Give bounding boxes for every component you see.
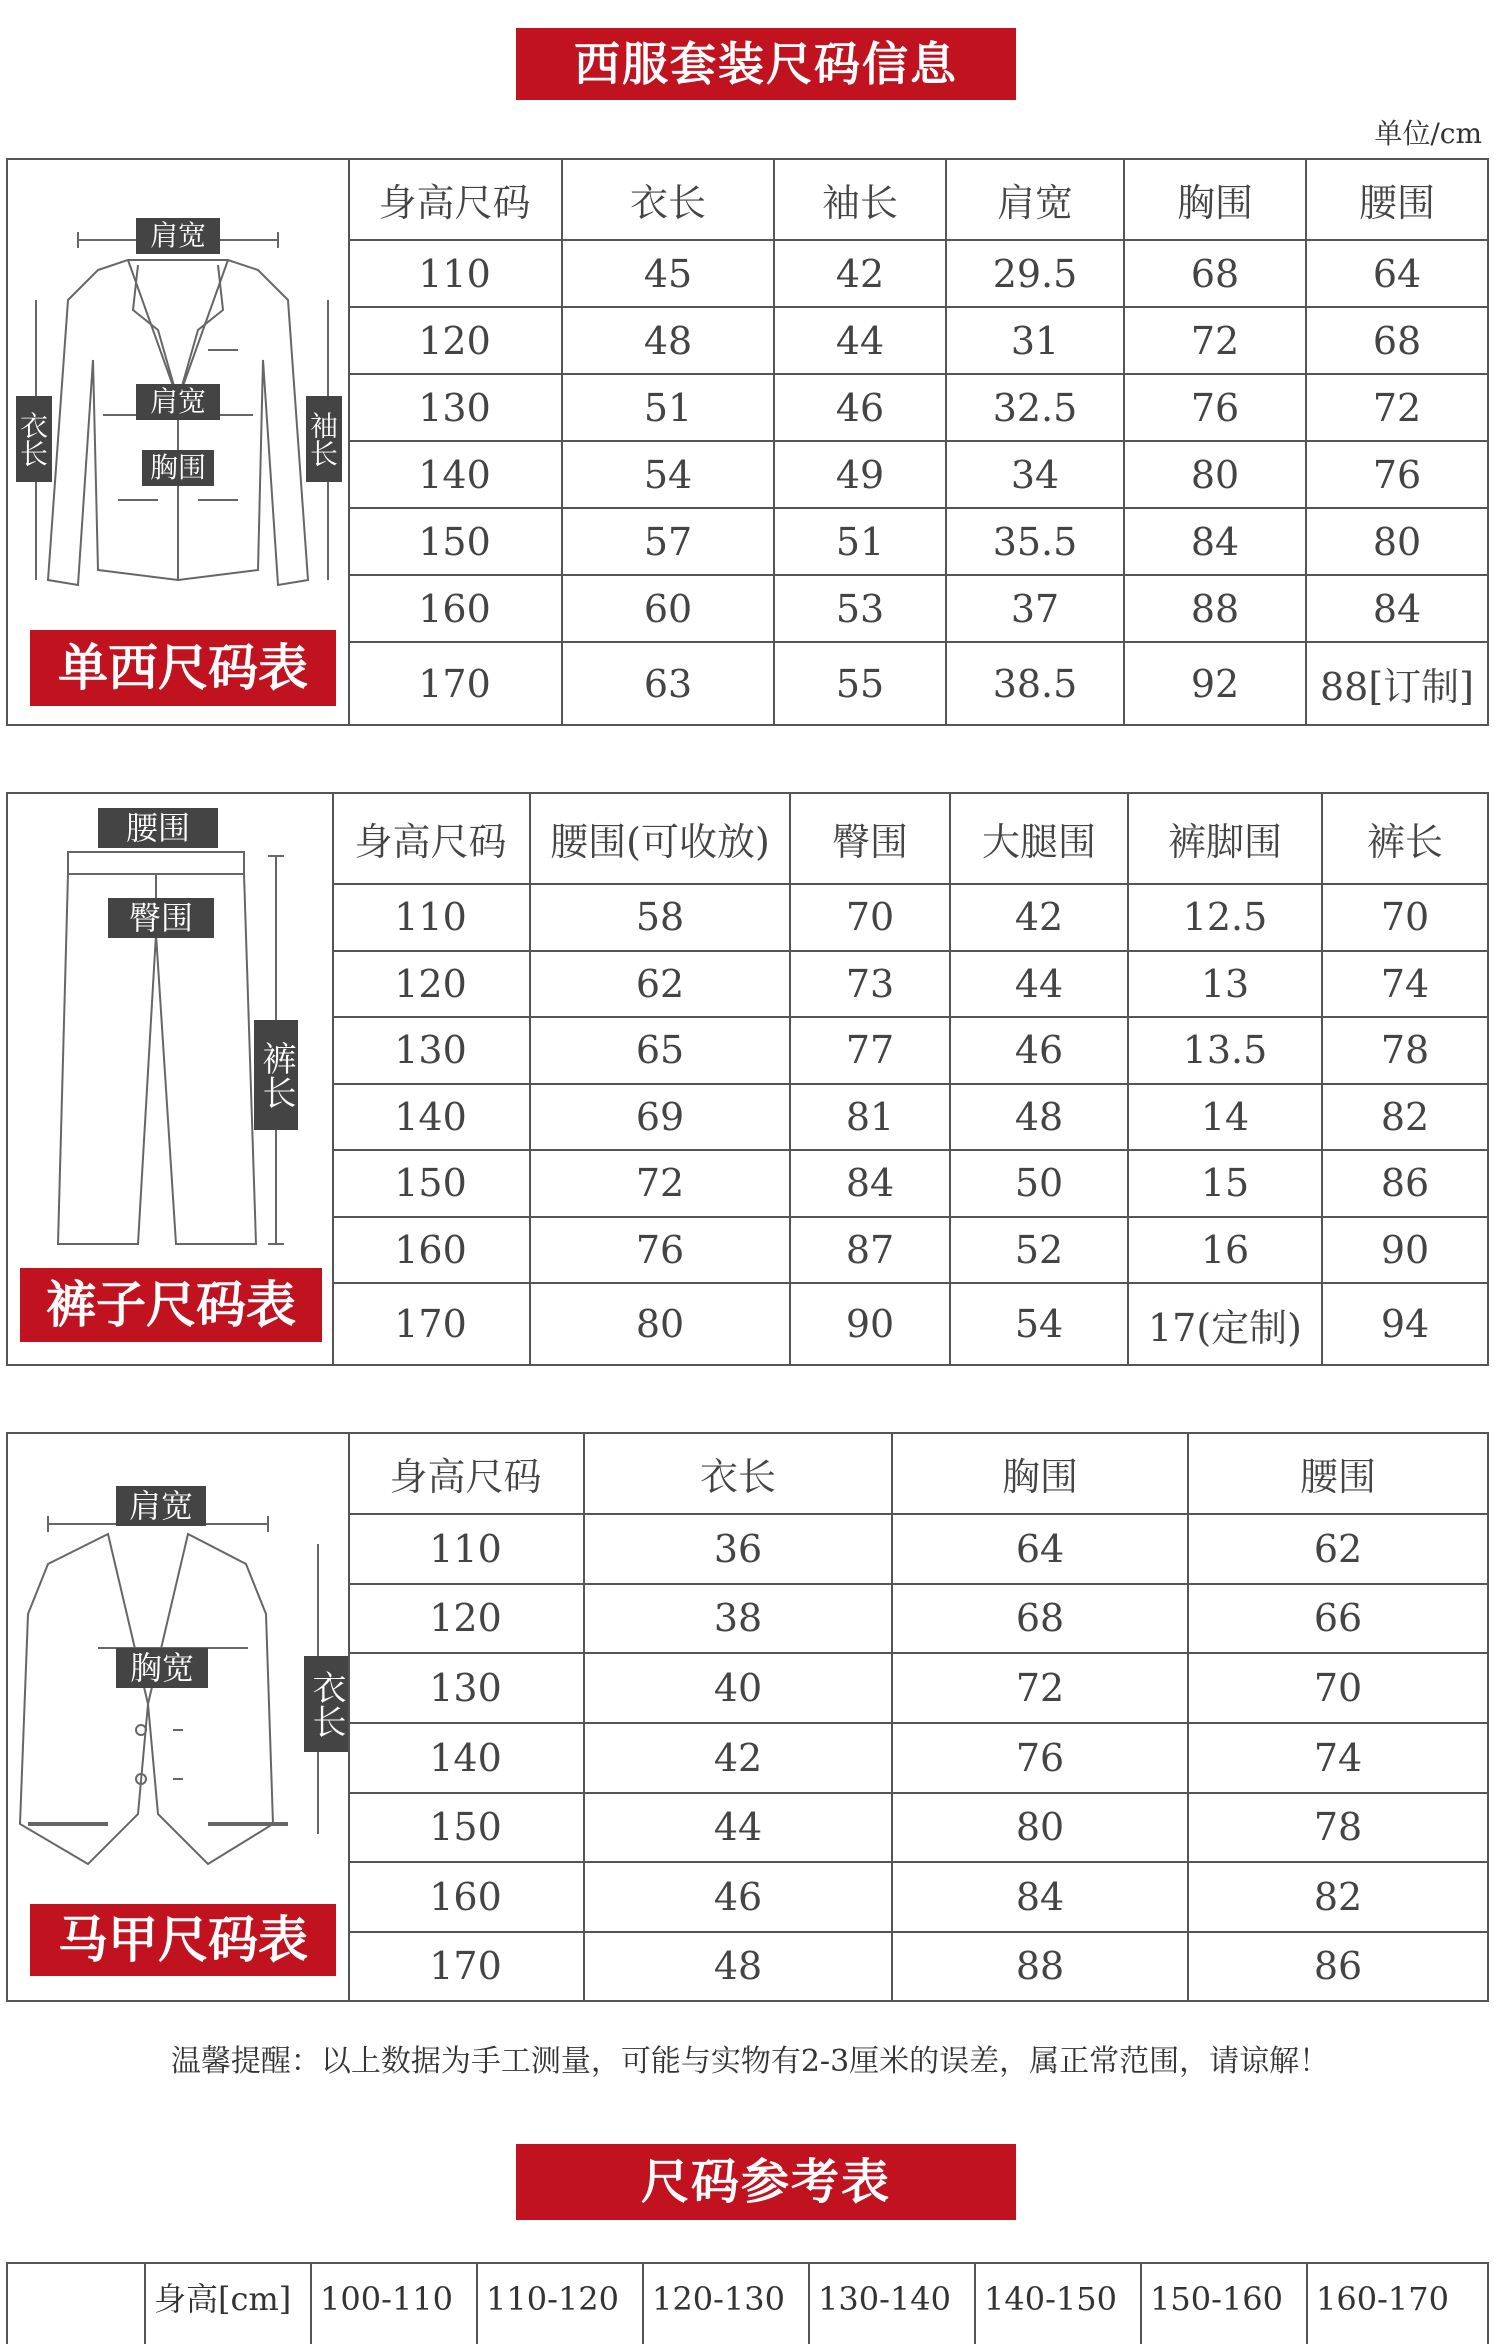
cell: 90 [1322,1217,1487,1284]
cell: 140 [348,1723,584,1793]
header-cell: 身高尺码 [348,160,562,240]
tag-sleeve: 袖长 [306,396,342,482]
cell: 120 [348,1584,584,1654]
cell: 68 [1306,307,1487,374]
header-cell: 腰围 [1306,160,1487,240]
cell: 76 [1306,441,1487,508]
table-row [348,307,1487,374]
suit-size-table [348,160,1487,724]
cell: 86 [1322,1150,1487,1217]
cell: 84 [790,1150,950,1217]
cell: 120 [332,951,530,1018]
table-row [348,1584,1487,1654]
cell: 82 [1322,1084,1487,1151]
table-row [332,1150,1487,1217]
cell: 160 [348,1862,584,1932]
pants-size-section [6,792,1489,1366]
cell: 48 [584,1932,892,2000]
cell: 16 [1128,1217,1322,1284]
cell: 54 [950,1283,1128,1364]
reference-table [6,2262,1489,2344]
suit-illustration [8,160,350,724]
cell: 44 [950,951,1128,1018]
cell: 150 [348,508,562,575]
cell: 130 [332,1017,530,1084]
cell: 42 [774,240,946,307]
cell: 70 [1322,884,1487,951]
table-row [332,1283,1487,1364]
cell: 40 [584,1653,892,1723]
cell: 73 [790,951,950,1018]
cell: 44 [774,307,946,374]
cell: 160 [348,575,562,642]
table-row [348,1793,1487,1863]
table-row [348,642,1487,724]
cell: 49 [774,441,946,508]
cell: 120 [348,307,562,374]
tag-length: 衣长 [304,1656,348,1752]
reference-title: 尺码参考表 [516,2144,1016,2220]
header-cell: 胸围 [1124,160,1306,240]
cell: 110 [332,884,530,951]
cell: 74 [1188,1723,1487,1793]
table-row [332,951,1487,1018]
tag-shoulder-2: 肩宽 [136,384,220,420]
tag-length: 衣长 [16,396,52,482]
cell: 88 [1124,575,1306,642]
table-row [348,1932,1487,2000]
cell: 15 [1128,1150,1322,1217]
cell: 140 [348,441,562,508]
cell: 48 [562,307,774,374]
cell: 48 [950,1084,1128,1151]
cell: 90 [790,1283,950,1364]
cell: 62 [1188,1514,1487,1584]
ref-cell [8,2264,144,2344]
table-row [332,1017,1487,1084]
cell: 68 [1124,240,1306,307]
header-cell: 腰围(可收放) [530,794,790,884]
ref-cell: 130-140 [808,2264,974,2344]
header-cell: 肩宽 [946,160,1124,240]
header-cell: 大腿围 [950,794,1128,884]
table-row [348,1723,1487,1793]
header-cell: 裤长 [1322,794,1487,884]
table-row [348,1514,1487,1584]
cell: 68 [892,1584,1188,1654]
table-row [348,1653,1487,1723]
cell: 80 [1306,508,1487,575]
cell: 87 [790,1217,950,1284]
cell: 140 [332,1084,530,1151]
cell: 60 [562,575,774,642]
cell: 170 [332,1283,530,1364]
measurement-note: 温馨提醒：以上数据为手工测量，可能与实物有2-3厘米的误差，属正常范围，请谅解！ [170,2044,1330,2079]
cell: 170 [348,1932,584,2000]
vest-size-table [348,1434,1487,2000]
cell: 160 [332,1217,530,1284]
cell: 64 [1306,240,1487,307]
header-cell: 身高尺码 [332,794,530,884]
cell: 42 [584,1723,892,1793]
cell: 50 [950,1150,1128,1217]
cell: 76 [1124,374,1306,441]
page-title: 西服套装尺码信息 [516,28,1016,100]
cell: 92 [1124,642,1306,724]
cell: 66 [1188,1584,1487,1654]
ref-cell: 120-130 [642,2264,808,2344]
cell: 70 [1188,1653,1487,1723]
tag-trouser-length: 裤长 [254,1020,298,1130]
cell: 58 [530,884,790,951]
cell: 64 [892,1514,1188,1584]
cell: 38 [584,1584,892,1654]
cell: 51 [774,508,946,575]
cell: 88[订制] [1306,642,1487,724]
ref-cell: 110-120 [476,2264,642,2344]
cell: 31 [946,307,1124,374]
cell: 78 [1188,1793,1487,1863]
cell: 72 [1124,307,1306,374]
table-row [332,1084,1487,1151]
cell: 37 [946,575,1124,642]
cell: 84 [1124,508,1306,575]
vest-illustration [8,1434,350,2000]
ref-cell: 140-150 [974,2264,1140,2344]
cell: 62 [530,951,790,1018]
header-cell: 衣长 [562,160,774,240]
cell: 57 [562,508,774,575]
cell: 88 [892,1932,1188,2000]
header-cell: 臀围 [790,794,950,884]
cell: 51 [562,374,774,441]
cell: 82 [1188,1862,1487,1932]
cell: 38.5 [946,642,1124,724]
header-cell: 胸围 [892,1434,1188,1514]
cell: 80 [1124,441,1306,508]
cell: 29.5 [946,240,1124,307]
tag-hip: 臀围 [108,898,214,938]
cell: 80 [892,1793,1188,1863]
table-row [348,374,1487,441]
cell: 65 [530,1017,790,1084]
cell: 46 [774,374,946,441]
table-row [348,1862,1487,1932]
cell: 46 [950,1017,1128,1084]
table-header-row [332,794,1487,884]
cell: 13 [1128,951,1322,1018]
cell: 63 [562,642,774,724]
cell: 13.5 [1128,1017,1322,1084]
ref-cell: 身高[cm] [144,2264,310,2344]
cell: 55 [774,642,946,724]
suit-size-section [6,158,1489,726]
cell: 76 [530,1217,790,1284]
ref-cell: 160-170 [1306,2264,1487,2344]
ref-cell: 100-110 [310,2264,476,2344]
cell: 130 [348,374,562,441]
cell: 70 [790,884,950,951]
cell: 76 [892,1723,1188,1793]
cell: 72 [1306,374,1487,441]
pants-size-table [332,794,1487,1364]
cell: 170 [348,642,562,724]
cell: 14 [1128,1084,1322,1151]
table-row [332,884,1487,951]
table-row [348,508,1487,575]
cell: 34 [946,441,1124,508]
cell: 32.5 [946,374,1124,441]
cell: 17(定制) [1128,1283,1322,1364]
cell: 110 [348,240,562,307]
cell: 42 [950,884,1128,951]
ref-cell: 150-160 [1140,2264,1306,2344]
cell: 110 [348,1514,584,1584]
table-row [348,441,1487,508]
cell: 72 [530,1150,790,1217]
cell: 44 [584,1793,892,1863]
cell: 36 [584,1514,892,1584]
cell: 52 [950,1217,1128,1284]
table-row [332,1217,1487,1284]
header-cell: 裤脚围 [1128,794,1322,884]
pants-table-label: 裤子尺码表 [20,1268,322,1342]
cell: 150 [348,1793,584,1863]
cell: 72 [892,1653,1188,1723]
cell: 80 [530,1283,790,1364]
cell: 12.5 [1128,884,1322,951]
cell: 77 [790,1017,950,1084]
header-cell: 身高尺码 [348,1434,584,1514]
cell: 86 [1188,1932,1487,2000]
cell: 53 [774,575,946,642]
cell: 46 [584,1862,892,1932]
header-cell: 袖长 [774,160,946,240]
header-cell: 衣长 [584,1434,892,1514]
cell: 69 [530,1084,790,1151]
tag-chest-width: 胸宽 [116,1648,208,1688]
vest-table-label: 马甲尺码表 [30,1904,336,1976]
pants-illustration [8,794,334,1364]
cell: 78 [1322,1017,1487,1084]
vest-size-section [6,1432,1489,2002]
cell: 94 [1322,1283,1487,1364]
cell: 130 [348,1653,584,1723]
cell: 54 [562,441,774,508]
tag-shoulder: 肩宽 [116,1486,206,1526]
cell: 74 [1322,951,1487,1018]
cell: 84 [892,1862,1188,1932]
tag-shoulder: 肩宽 [136,218,220,254]
table-row [348,575,1487,642]
header-cell: 腰围 [1188,1434,1487,1514]
tag-waist: 腰围 [98,808,218,848]
tag-chest: 胸围 [142,450,214,486]
table-row [348,240,1487,307]
cell: 150 [332,1150,530,1217]
cell: 84 [1306,575,1487,642]
table-header-row [348,160,1487,240]
cell: 81 [790,1084,950,1151]
cell: 35.5 [946,508,1124,575]
cell: 45 [562,240,774,307]
suit-table-label: 单西尺码表 [30,630,336,706]
unit-label: 单位/cm [1374,117,1482,150]
table-header-row [348,1434,1487,1514]
